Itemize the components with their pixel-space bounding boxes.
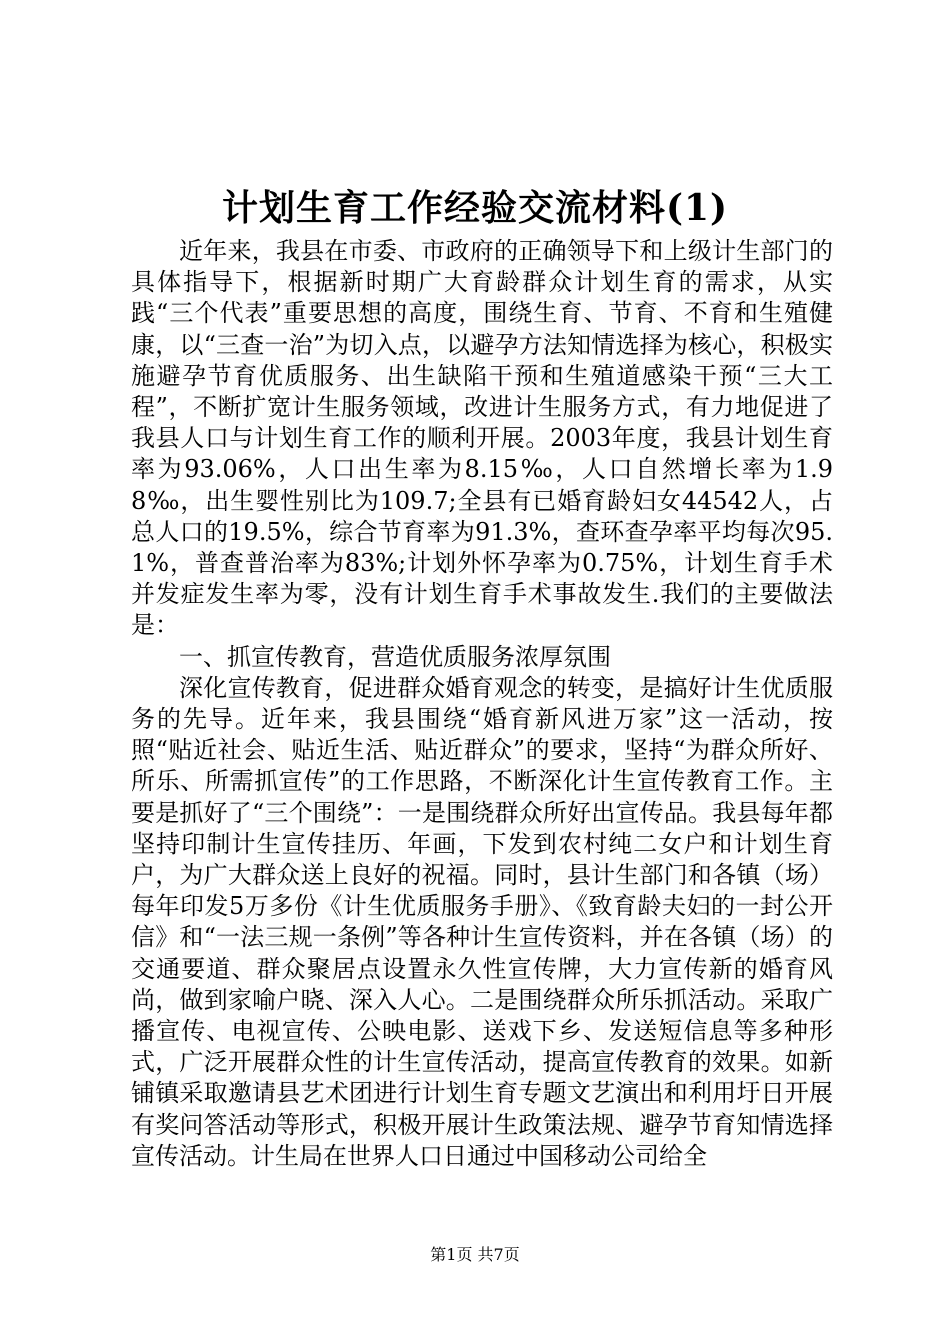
page-number-footer: 第1页 共7页	[430, 1245, 520, 1264]
paragraph-propaganda: 深化宣传教育，促进群众婚育观念的转变，是搞好计生优质服务的先导。近年来，我县围绕“婚育新风进万家”这一活动，按照“贴近社会、贴近生活、贴近群众”的要求，坚持“为群众所好、所乐、所需抓宣传”的工作思路，不断深化计生宣传教育工作。主要是抓好了“三个围绕”：一是围绕群众所好出宣传品。我县每年都坚持印制计生宣传挂历、年画，下发到农村纯二女户和计划生育户，为广大群众送上良好的祝福。同时，县计生部门和各镇（场）每年印发5万多份《计生优质服务手册》、《致育龄夫妇的一封公开信》和“一法三规一条例”等各种计生宣传资料，并在各镇（场）的交通要道、群众聚居点设置永久性宣传牌，大力宣传新的婚育风尚，做到家喻户晓、深入人心。二是围绕群众所乐抓活动。采取广播宣传、电视宣传、公映电影、送戏下乡、发送短信息等多种形式，广泛开展群众性的计生宣传活动，提高宣传教育的效果。如新铺镇采取邀请县艺术团进行计划生育专题文艺演出和利用圩日开展有奖问答活动等形式，积极开展计生政策法规、避孕节育知情选择宣传活动。计生局在世界人口日通过中国移动公司给全	[131, 673, 833, 1170]
document-body	[131, 236, 833, 1172]
document-title: 计划生育工作经验交流材料(1)	[221, 187, 729, 229]
paragraph-intro: 近年来，我县在市委、市政府的正确领导下和上级计生部门的具体指导下，根据新时期广大育龄群众计划生育的需求，从实践“三个代表”重要思想的高度，围绕生育、节育、不育和生殖健康，以“三查一治”为切入点，以避孕方法知情选择为核心，积极实施避孕节育优质服务、出生缺陷干预和生殖道感染干预“三大工程”，不断扩宽计生服务领域，改进计生服务方式，有力地促进了我县人口与计划生育工作的顺利开展。2003年度，我县计划生育率为93.06%，人口出生率为8.15‰，人口自然增长率为1.98‰，出生婴性别比为109.7;全县有已婚育龄妇女44542人，占总人口的19.5%，综合节育率为91.3%，查环查孕率平均每次95.1%，普查普治率为83%;计划外怀孕率为0.75%，计划生育手术并发症发生率为零，没有计划生育手术事故发生.我们的主要做法是：	[131, 237, 833, 640]
section-heading: 一、抓宣传教育，营造优质服务浓厚氛围	[179, 642, 611, 671]
